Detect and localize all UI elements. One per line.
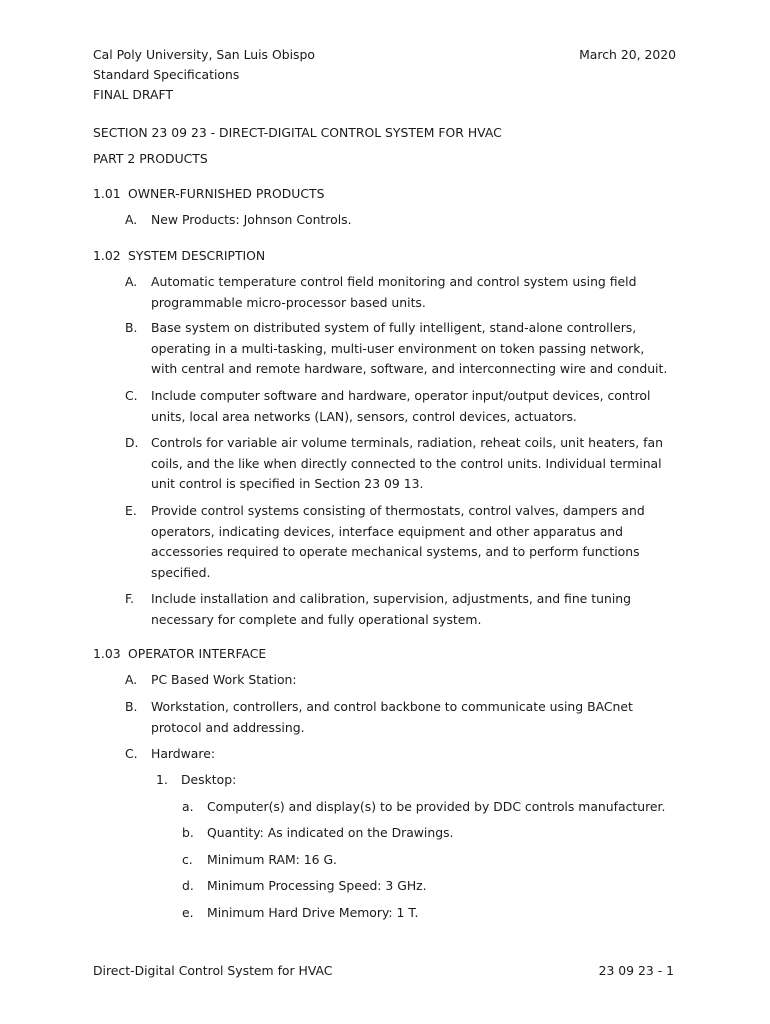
article-number: 1.03	[93, 646, 121, 661]
item-line: programmable micro-processor based units.	[151, 294, 426, 310]
list-item	[125, 210, 352, 231]
item-text	[151, 272, 636, 313]
header-date: March 20, 2020	[579, 47, 676, 62]
item-label: A.	[125, 274, 138, 289]
item-label: A.	[125, 212, 138, 227]
item-line: with central and remote hardware, software, and interconnecting wire and conduit.	[151, 361, 668, 377]
item-label: e.	[182, 905, 194, 920]
article-title: SYSTEM DESCRIPTION	[128, 248, 266, 263]
page-footer	[93, 961, 674, 981]
article-heading	[93, 184, 324, 204]
item-label: d.	[182, 878, 194, 893]
item-text	[181, 770, 236, 791]
header-doc-type: Standard Specifications	[93, 67, 240, 82]
item-text	[151, 670, 297, 691]
item-text	[151, 433, 663, 495]
item-text	[207, 850, 337, 871]
list-item	[125, 433, 663, 495]
article-title: OPERATOR INTERFACE	[128, 646, 267, 661]
item-label: C.	[125, 388, 138, 403]
item-line: units, local area networks (LAN), sensors, control devices, actuators.	[151, 408, 577, 424]
item-label: c.	[182, 852, 193, 867]
item-line: unit control is specified in Section 23 09 13.	[151, 476, 424, 492]
item-line: Automatic temperature control field monitoring and control system using field	[151, 274, 637, 289]
item-line: Quantity: As indicated on the Drawings.	[207, 825, 454, 840]
item-line: Include installation and calibration, supervision, adjustments, and fine tuning	[151, 591, 631, 606]
item-line: Include computer software and hardware, operator input/output devices, control	[151, 388, 651, 403]
item-line: Provide control systems consisting of thermostats, control valves, dampers and	[151, 503, 645, 518]
item-line: accessories required to operate mechanical systems, and to perform functions	[151, 544, 640, 560]
item-line: Minimum Processing Speed: 3 GHz.	[207, 878, 427, 893]
article-number: 1.01	[93, 186, 121, 201]
list-item	[125, 386, 650, 427]
item-text	[151, 210, 352, 231]
list-item	[125, 670, 297, 691]
item-text	[151, 589, 631, 630]
list-item	[125, 744, 215, 765]
list-item	[182, 797, 665, 818]
item-line: Computer(s) and display(s) to be provided by DDC controls manufacturer.	[207, 799, 666, 814]
item-text	[151, 501, 645, 584]
item-text	[207, 876, 427, 897]
article-title: OWNER-FURNISHED PRODUCTS	[128, 186, 325, 201]
item-line: specified.	[151, 565, 211, 581]
item-line: Workstation, controllers, and control backbone to communicate using BACnet	[151, 699, 633, 714]
item-line: operators, indicating devices, interface equipment and other apparatus and	[151, 523, 624, 539]
item-text	[151, 318, 667, 380]
item-line: Base system on distributed system of fully intelligent, stand-alone controllers,	[151, 320, 637, 335]
list-item	[182, 850, 337, 871]
item-line: protocol and addressing.	[151, 719, 305, 735]
list-item	[125, 318, 667, 380]
item-line: coils, and the like when directly connected to the control units. Individual terminal	[151, 455, 662, 471]
item-line: Minimum RAM: 16 G.	[207, 852, 337, 867]
list-item	[182, 823, 453, 844]
item-line: Hardware:	[151, 746, 215, 761]
header-org: Cal Poly University, San Luis Obispo	[93, 47, 315, 62]
item-text	[151, 744, 215, 765]
item-text	[207, 797, 665, 818]
item-text	[207, 823, 453, 844]
item-label: D.	[125, 435, 139, 450]
item-label: C.	[125, 746, 138, 761]
list-item	[182, 903, 418, 924]
footer-title: Direct-Digital Control System for HVAC	[93, 963, 333, 978]
list-item	[125, 697, 633, 738]
section-title: SECTION 23 09 23 - DIRECT-DIGITAL CONTROL SYSTEM FOR HVAC	[93, 125, 502, 140]
item-label: B.	[125, 699, 138, 714]
article-number: 1.02	[93, 248, 121, 263]
item-line: Minimum Hard Drive Memory: 1 T.	[207, 905, 419, 920]
article-heading	[93, 644, 266, 664]
item-line: Desktop:	[181, 772, 237, 787]
item-line: New Products: Johnson Controls.	[151, 212, 352, 227]
item-text	[151, 386, 650, 427]
item-line: necessary for complete and fully operational system.	[151, 611, 482, 627]
item-label: a.	[182, 799, 194, 814]
item-line: PC Based Work Station:	[151, 672, 297, 687]
item-text	[207, 903, 418, 924]
item-label: B.	[125, 320, 138, 335]
list-item	[125, 589, 631, 630]
article-heading	[93, 246, 265, 266]
item-text	[151, 697, 633, 738]
item-label: 1.	[156, 772, 168, 787]
item-label: F.	[125, 591, 135, 606]
list-item	[125, 272, 636, 313]
list-item	[156, 770, 236, 791]
header-status: FINAL DRAFT	[93, 87, 173, 102]
item-label: b.	[182, 825, 194, 840]
item-label: E.	[125, 503, 137, 518]
list-item	[125, 501, 645, 584]
list-item	[182, 876, 427, 897]
item-line: operating in a multi-tasking, multi-user environment on token passing network,	[151, 340, 645, 356]
part-title: PART 2 PRODUCTS	[93, 151, 208, 166]
item-line: Controls for variable air volume terminals, radiation, reheat coils, unit heaters, fan	[151, 435, 663, 450]
item-label: A.	[125, 672, 138, 687]
footer-page-number: 23 09 23 - 1	[598, 963, 674, 978]
page-header	[93, 45, 676, 105]
